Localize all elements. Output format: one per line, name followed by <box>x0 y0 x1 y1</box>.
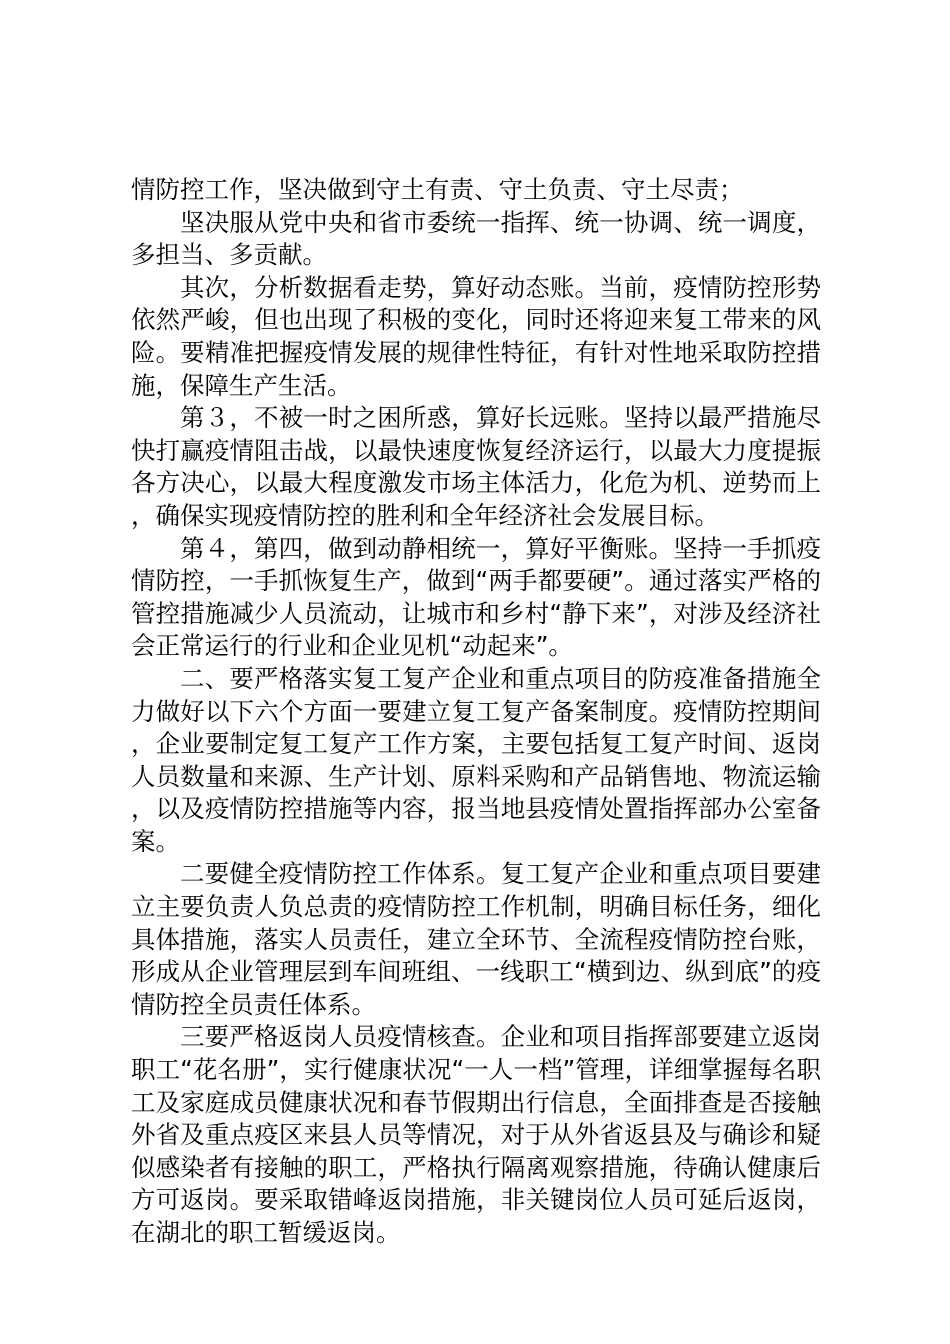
paragraph-prevention-system: 二要健全疫情防控工作体系。复工复产企业和重点项目要建立主要负责人负总责的疫情防控工作机制，明确目标任务，细化具体措施，落实人员责任，建立全环节、全流程疫情防控台账，形成从企业管理层到车间班组、一线职工“横到边、纵到底”的疫情防控全员责任体系。 <box>131 859 821 1019</box>
paragraph-returning-staff-check: 三要严格返岗人员疫情核查。企业和项目指挥部要建立返岗职工“花名册”，实行健康状况“一人一档”管理，详细掌握每名职工及家庭成员健康状况和春节假期出行信息，全面排查是否接触外省及重点疫区来县人员等情况，对于从外省返县及与确诊和疑似感染者有接触的职工，严格执行隔离观察措施，待确认健康后方可返岗。要采取错峰返岗措施，非关键岗位人员可延后返岗，在湖北的职工暂缓返岗。 <box>131 1022 821 1247</box>
paragraph-continuation: 情防控工作，坚决做到守土有责、守土负责、守土尽责； <box>131 175 744 204</box>
paragraph-obey-central-command: 坚决服从党中央和省市委统一指挥、统一协调、统一调度，多担当、多贡献。 <box>131 207 821 270</box>
paragraph-balance-account: 第４，第四，做到动静相统一，算好平衡账。坚持一手抓疫情防控，一手抓恢复生产，做到“两手都要硬”。通过落实严格的管控措施减少人员流动，让城市和乡村“静下来”，对涉及经济社会正常运行的行业和企业见机“动起来”。 <box>131 533 821 661</box>
paragraph-section-two-filing-system: 二、要严格落实复工复产企业和重点项目的防疫准备措施全力做好以下六个方面一要建立复工复产备案制度。疫情防控期间，企业要制定复工复产工作方案，主要包括复工复产时间、返岗人员数量和来源、生产计划、原料采购和产品销售地、物流运输，以及疫情防控措施等内容，报当地县疫情处置指挥部办公室备案。 <box>131 663 821 856</box>
paragraph-long-term-account: 第３，不被一时之困所惑，算好长远账。坚持以最严措施尽快打赢疫情阻击战，以最快速度恢复经济运行，以最大力度提振各方决心，以最大程度激发市场主体活力，化危为机、逆势而上，确保实现疫情防控的胜利和全年经济社会发展目标。 <box>131 403 821 530</box>
document-body <box>131 174 821 1250</box>
paragraph-dynamic-account: 其次，分析数据看走势，算好动态账。当前，疫情防控形势依然严峻，但也出现了积极的变化，同时还将迎来复工带来的风险。要精准把握疫情发展的规律性特征，有针对性地采取防控措施，保障生产生活。 <box>131 272 821 400</box>
